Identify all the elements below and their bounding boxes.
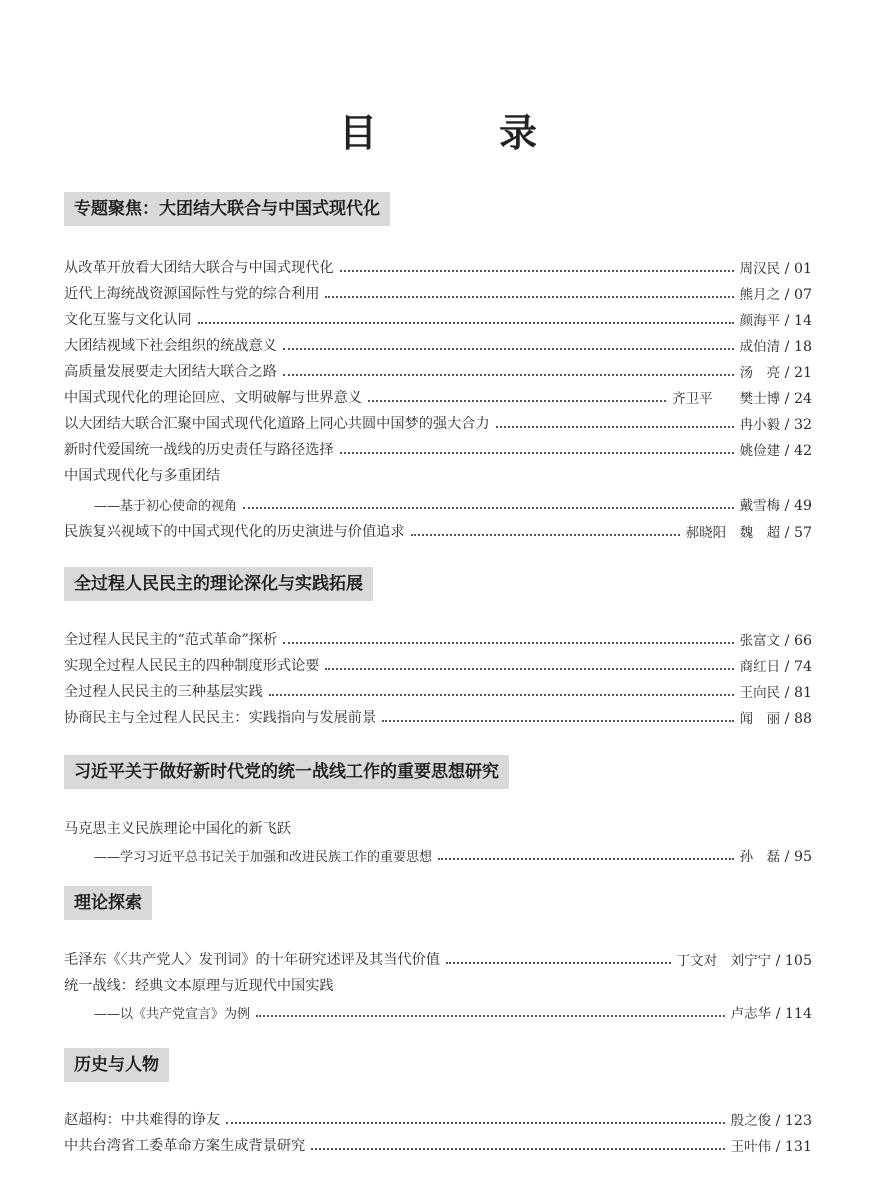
- entry-page: 105: [784, 953, 812, 969]
- section-heading: 全过程人民民主的理论深化与实践拓展: [64, 567, 373, 601]
- dot-leader: [446, 962, 671, 964]
- toc-entry[interactable]: 以大团结大联合汇聚中国式现代化道路上同心共圆中国梦的强大合力 冉小毅 / 32: [64, 411, 812, 433]
- entry-author: 成伯清: [739, 339, 781, 355]
- entry-author: 卢志华: [730, 1006, 772, 1022]
- entry-title: 中共台湾省工委革命方案生成背景研究: [64, 1138, 306, 1154]
- entry-subtitle: ——基于初心使命的视角: [94, 499, 238, 514]
- entry-author: 张富文: [739, 633, 781, 649]
- entry-author: 王叶伟: [730, 1139, 772, 1155]
- dot-leader: [438, 858, 734, 860]
- dot-leader: [243, 507, 734, 509]
- entry-page: 01: [793, 261, 812, 277]
- toc-entry[interactable]: [64, 816, 812, 838]
- entry-title: 全过程人民民主的“范式革命”探析: [64, 632, 278, 648]
- entry-page: 14: [793, 313, 812, 329]
- entry-title: 大团结视域下社会组织的统战意义: [64, 338, 277, 354]
- entry-title: 毛泽东《〈共产党人〉发刊词》的十年研究述评及其当代价值: [64, 952, 440, 968]
- entry-page: 32: [793, 417, 812, 433]
- toc-entry[interactable]: 赵超构：中共难得的诤友 殷之俊 / 123: [64, 1107, 812, 1129]
- dot-leader: [411, 534, 680, 536]
- toc-entry[interactable]: 文化互鉴与文化认同 颜海平 / 14: [64, 307, 812, 329]
- dot-leader: [325, 668, 733, 670]
- toc-entry[interactable]: [64, 463, 812, 485]
- section-heading: 历史与人物: [64, 1048, 169, 1082]
- toc-entry[interactable]: 从改革开放看大团结大联合与中国式现代化 周汉民 / 01: [64, 255, 812, 277]
- entry-subtitle: ——学习习近平总书记关于加强和改进民族工作的重要思想: [94, 850, 433, 865]
- entry-title: 高质量发展要走大团结大联合之路: [64, 364, 277, 380]
- entry-author: 姚俭建: [739, 443, 781, 459]
- entry-page: 74: [793, 659, 812, 675]
- entry-page: 123: [784, 1113, 812, 1129]
- dot-leader: [283, 374, 734, 376]
- entry-page: 49: [793, 498, 812, 514]
- section-heading: 理论探索: [64, 886, 152, 920]
- toc-entry[interactable]: 高质量发展要走大团结大联合之路 汤 亮 / 21: [64, 359, 812, 381]
- page-title: 目 录: [338, 110, 579, 155]
- entry-page: 57: [793, 525, 812, 541]
- entry-author: 汤 亮: [739, 365, 781, 381]
- entry-title: 中国式现代化与多重团结: [64, 468, 221, 484]
- entry-title: 协商民主与全过程人民民主：实践指向与发展前景: [64, 710, 377, 726]
- entry-subtitle: ——以《共产党宣言》为例: [94, 1007, 251, 1022]
- toc-entry[interactable]: 中共台湾省工委革命方案生成背景研究 王叶伟 / 131: [64, 1133, 812, 1155]
- entry-page: 18: [793, 339, 812, 355]
- entry-author: 周汉民: [739, 261, 781, 277]
- toc-entry[interactable]: ——学习习近平总书记关于加强和改进民族工作的重要思想 孙 磊 / 95: [64, 843, 812, 865]
- entry-title: 新时代爱国统一战线的历史责任与路径选择: [64, 442, 334, 458]
- section-heading: 习近平关于做好新时代党的统一战线工作的重要思想研究: [64, 755, 509, 789]
- dot-leader: [340, 452, 734, 454]
- entry-page: 81: [793, 685, 812, 701]
- entry-title: 近代上海统战资源国际性与党的综合利用: [64, 286, 320, 302]
- toc-entry[interactable]: 全过程人民民主的三种基层实践 王向民 / 81: [64, 679, 812, 701]
- toc-entry[interactable]: 民族复兴视域下的中国式现代化的历史演进与价值追求 郝晓阳 魏 超 / 57: [64, 519, 812, 541]
- toc-entry[interactable]: 实现全过程人民民主的四种制度形式论要 商红日 / 74: [64, 653, 812, 675]
- dot-leader: [382, 720, 733, 722]
- entry-title: 民族复兴视域下的中国式现代化的历史演进与价值追求: [64, 524, 405, 540]
- entry-page: 95: [793, 849, 812, 865]
- entry-author: 殷之俊: [730, 1113, 772, 1129]
- dot-leader: [283, 642, 733, 644]
- entry-author: 熊月之: [739, 287, 781, 303]
- entry-title: 马克思主义民族理论中国化的新飞跃: [64, 821, 292, 837]
- entry-author: 郝晓阳 魏 超: [685, 525, 781, 541]
- entry-page: 131: [784, 1139, 812, 1155]
- entry-page: 07: [793, 287, 812, 303]
- entry-title: 中国式现代化的理论回应、文明破解与世界意义: [64, 390, 362, 406]
- entry-author: 丁文对 刘宁宁: [676, 953, 772, 969]
- dot-leader: [340, 270, 734, 272]
- dot-leader: [198, 322, 734, 324]
- toc-entry[interactable]: ——以《共产党宣言》为例 卢志华 / 114: [64, 1000, 812, 1022]
- dot-leader: [368, 400, 666, 402]
- entry-title: 全过程人民民主的三种基层实践: [64, 684, 263, 700]
- entry-author: 齐卫平 樊士博: [672, 391, 781, 407]
- toc-entry[interactable]: [64, 973, 812, 995]
- entry-author: 冉小毅: [739, 417, 781, 433]
- entry-page: 24: [793, 391, 812, 407]
- toc-entry[interactable]: 新时代爱国统一战线的历史责任与路径选择 姚俭建 / 42: [64, 437, 812, 459]
- entry-author: 颜海平: [739, 313, 781, 329]
- toc-entry[interactable]: 全过程人民民主的“范式革命”探析 张富文 / 66: [64, 627, 812, 649]
- entry-page: 114: [784, 1006, 812, 1022]
- entry-author: 戴雪梅: [739, 498, 781, 514]
- entry-author: 闻 丽: [739, 711, 781, 727]
- section-heading: 专题聚焦：大团结大联合与中国式现代化: [64, 192, 390, 226]
- toc-entry[interactable]: 协商民主与全过程人民民主：实践指向与发展前景 闻 丽 / 88: [64, 705, 812, 727]
- entry-title: 文化互鉴与文化认同: [64, 312, 192, 328]
- entry-author: 孙 磊: [739, 849, 781, 865]
- entry-title: 统一战线：经典文本原理与近现代中国实践: [64, 978, 334, 994]
- toc-entry[interactable]: 中国式现代化的理论回应、文明破解与世界意义 齐卫平 樊士博 / 24: [64, 385, 812, 407]
- dot-leader: [256, 1015, 725, 1017]
- toc-entry[interactable]: ——基于初心使命的视角 戴雪梅 / 49: [64, 492, 812, 514]
- dot-leader: [283, 348, 734, 350]
- entry-page: 21: [793, 365, 812, 381]
- dot-leader: [311, 1148, 724, 1150]
- entry-page: 66: [793, 633, 812, 649]
- entry-title: 以大团结大联合汇聚中国式现代化道路上同心共圆中国梦的强大合力: [64, 416, 490, 432]
- dot-leader: [325, 296, 733, 298]
- entry-title: 从改革开放看大团结大联合与中国式现代化: [64, 260, 334, 276]
- toc-entry[interactable]: 大团结视域下社会组织的统战意义 成伯清 / 18: [64, 333, 812, 355]
- dot-leader: [269, 694, 734, 696]
- dot-leader: [226, 1122, 725, 1124]
- toc-entry[interactable]: 毛泽东《〈共产党人〉发刊词》的十年研究述评及其当代价值 丁文对 刘宁宁 / 105: [64, 947, 812, 969]
- entry-title: 赵超构：中共难得的诤友: [64, 1112, 221, 1128]
- entry-author: 王向民: [739, 685, 781, 701]
- dot-leader: [496, 426, 734, 428]
- entry-page: 88: [793, 711, 812, 727]
- entry-page: 42: [793, 443, 812, 459]
- toc-entry[interactable]: 近代上海统战资源国际性与党的综合利用 熊月之 / 07: [64, 281, 812, 303]
- entry-title: 实现全过程人民民主的四种制度形式论要: [64, 658, 320, 674]
- entry-author: 商红日: [739, 659, 781, 675]
